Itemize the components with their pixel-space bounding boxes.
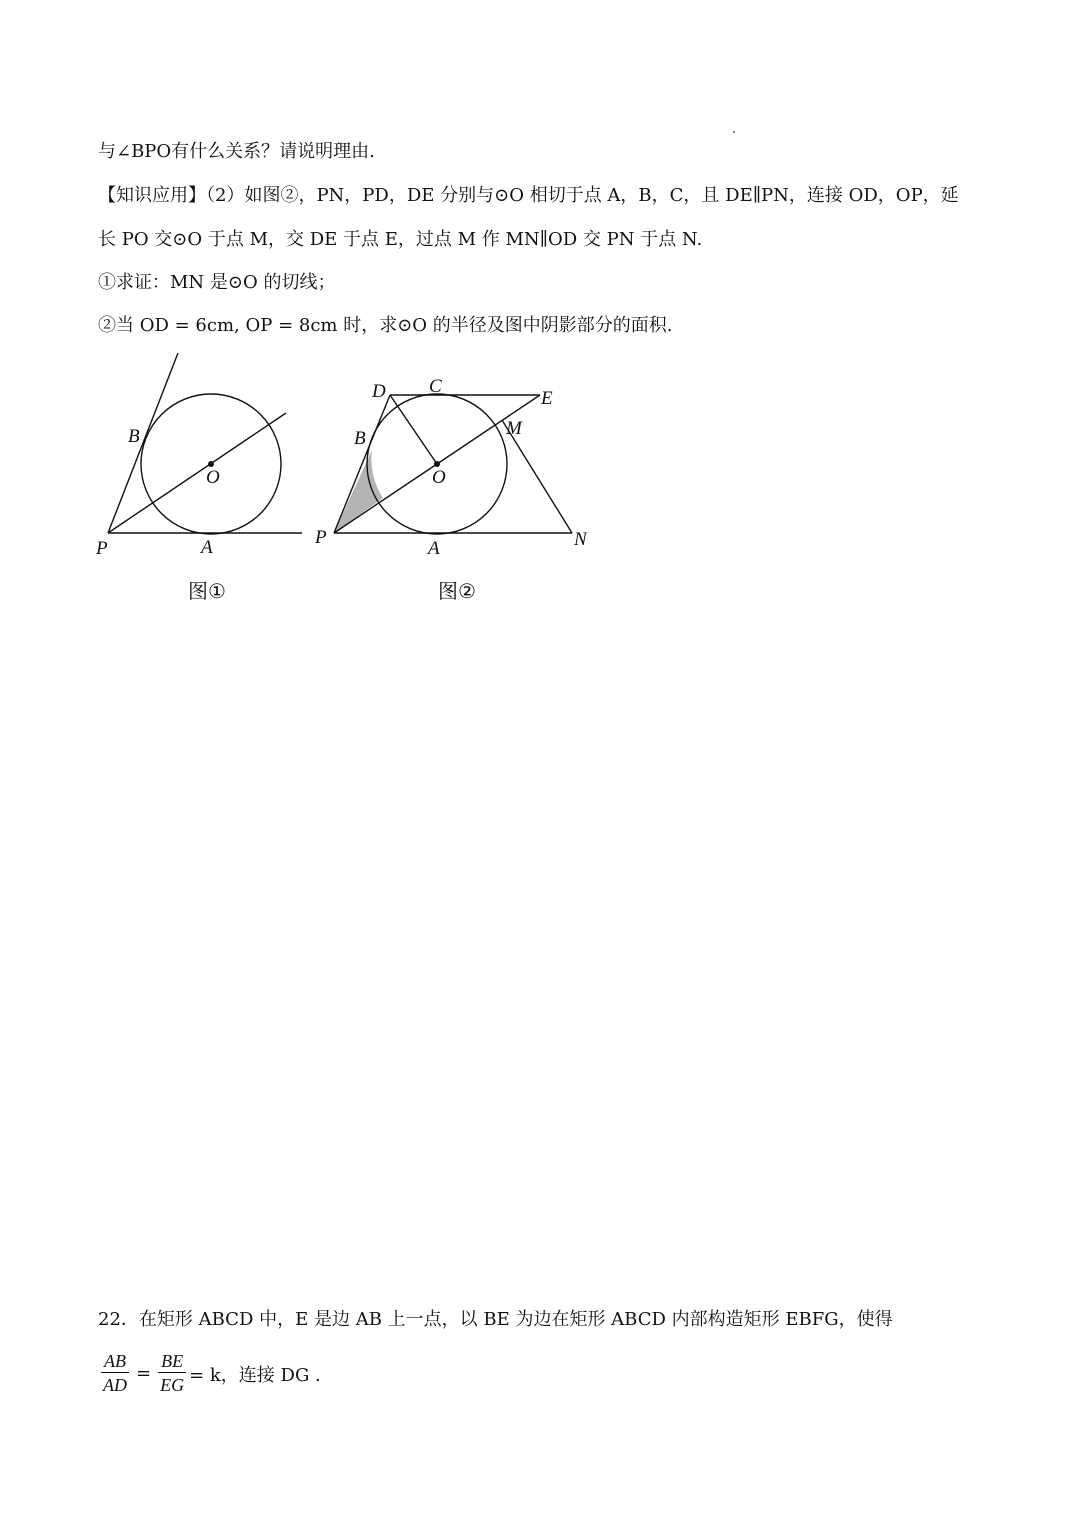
fig2-shaded-region — [334, 450, 383, 533]
fraction-numerator: AB — [101, 1350, 129, 1373]
problem-22-text: 22．在矩形 ABCD 中，E 是边 AB 上一点，以 BE 为边在矩形 ABCD 内部构造矩形 EBFG，使得 — [98, 1309, 893, 1330]
fig2-line-od — [390, 395, 437, 464]
ratio-tail-text: = k，连接 DG . — [189, 1364, 321, 1386]
fig2-label-c: C — [429, 376, 442, 397]
fig2-label-a: A — [428, 538, 440, 559]
figure-2-caption: 图② — [438, 579, 476, 603]
fig2-label-b: B — [354, 428, 366, 449]
fig2-label-m: M — [506, 418, 522, 439]
fig1-label-b: B — [128, 426, 140, 447]
fraction-ab-ad — [100, 1350, 130, 1397]
problem-22-ratio — [98, 1350, 321, 1397]
sub-question-2: ②当 OD = 6cm, OP = 8cm 时，求⊙O 的半径及图中阴影部分的面积. — [98, 315, 673, 336]
fig2-label-p: P — [315, 527, 327, 548]
fig1-label-p: P — [96, 538, 108, 559]
fraction-denominator: EG — [160, 1375, 185, 1395]
fig2-label-e: E — [541, 388, 553, 409]
fig2-label-n: N — [574, 529, 587, 550]
fraction-be-eg — [157, 1350, 187, 1397]
problem-text-line-3: 长 PO 交⊙O 于点 M，交 DE 于点 E，过点 M 作 MN∥OD 交 PN 于点 N. — [98, 229, 703, 250]
fig2-label-o: O — [432, 467, 446, 488]
fig2-label-d: D — [372, 381, 386, 402]
fig1-label-o: O — [206, 467, 220, 488]
equals-sign: = — [136, 1363, 152, 1384]
problem-text-line-2: 【知识应用】（2）如图②，PN，PD，DE 分别与⊙O 相切于点 A，B，C，且 DE∥PN，连接 OD，OP，延 — [98, 185, 959, 206]
fraction-numerator: BE — [158, 1350, 186, 1373]
figure-2 — [0, 0, 1080, 620]
problem-text-line-1: 与∠BPO有什么关系？请说明理由. — [98, 141, 375, 162]
figure-1-caption: 图① — [188, 579, 226, 603]
fig1-label-a: A — [201, 537, 213, 558]
sub-question-1: ①求证：MN 是⊙O 的切线； — [98, 272, 336, 293]
fraction-denominator: AD — [103, 1375, 127, 1395]
